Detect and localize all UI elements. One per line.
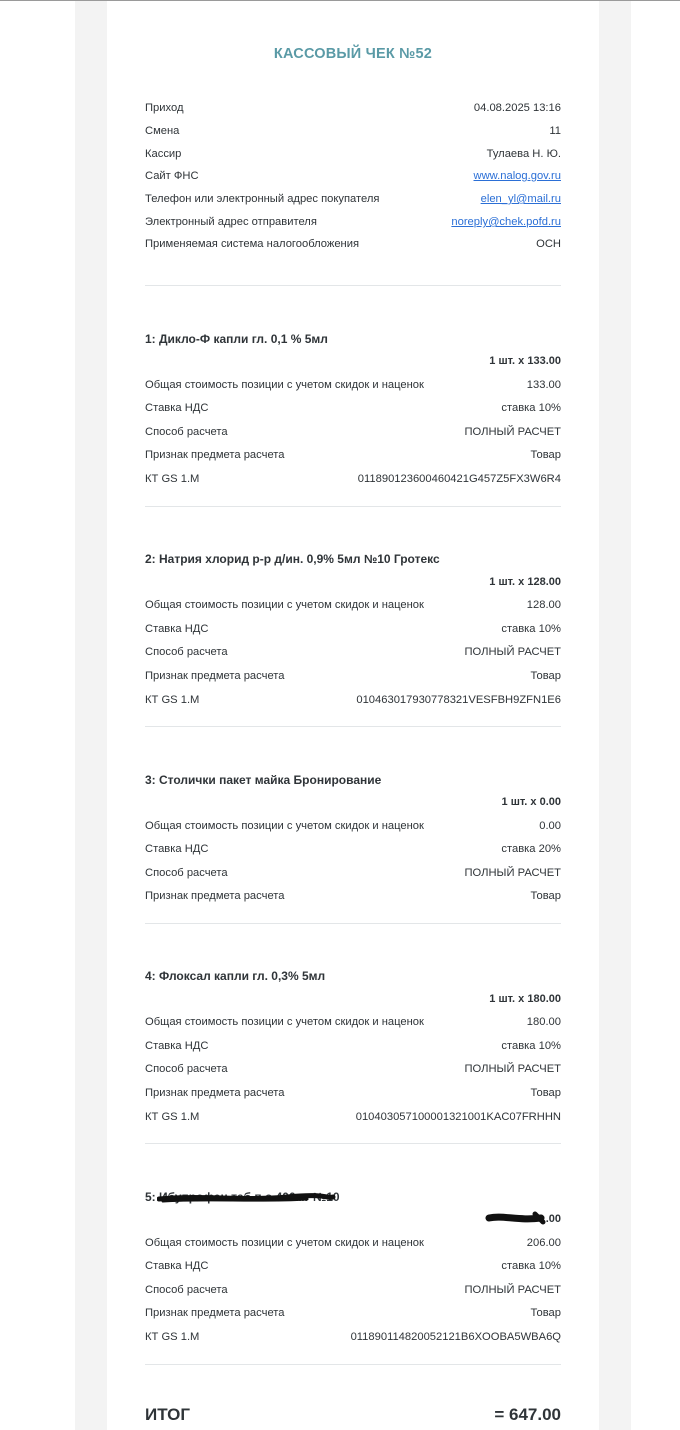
item-row-total-cost xyxy=(145,377,561,393)
field-value: ставка 10% xyxy=(501,1260,561,1272)
divider xyxy=(145,923,561,924)
field-label: Ставка НДС xyxy=(145,843,209,855)
total-value: = 647.00 xyxy=(494,1405,561,1424)
item-title: 4: Флоксал капли гл. 0,3% 5мл xyxy=(145,969,326,983)
field-value: Товар xyxy=(530,1307,561,1319)
item-title: 1: Дикло-Ф капли гл. 0,1 % 5мл xyxy=(145,332,328,346)
field-label: Признак предмета расчета xyxy=(145,1307,285,1319)
field-value: ставка 20% xyxy=(501,843,561,855)
item-row-kt xyxy=(145,471,561,487)
item-row-subject xyxy=(145,1305,561,1321)
field-label: КТ GS 1.M xyxy=(145,694,200,706)
redaction-scribble xyxy=(485,1210,547,1226)
field-value: 010463017930778321VESFBH9ZFN1E6 xyxy=(356,694,561,706)
field-value: ПОЛНЫЙ РАСЧЕТ xyxy=(464,1284,561,1296)
receipt-total xyxy=(145,1403,561,1427)
field-label: Ставка НДС xyxy=(145,1040,209,1052)
field-label: Признак предмета расчета xyxy=(145,890,285,902)
buyer-email-link[interactable]: elen_yl@mail.ru xyxy=(480,193,561,205)
item-row-payment-method xyxy=(145,865,561,881)
item-row-kt xyxy=(145,692,561,708)
item-row-total-cost xyxy=(145,597,561,613)
header-row-fns-site xyxy=(145,168,561,184)
item-quantity: 1 шт. x 0.00 xyxy=(501,796,561,808)
sender-email-link[interactable]: noreply@chek.pofd.ru xyxy=(451,216,561,228)
header-row-sender-email xyxy=(145,214,561,230)
field-value: ставка 10% xyxy=(501,623,561,635)
item-row-payment-method xyxy=(145,1282,561,1298)
field-value: 011890114820052121B6XOOBA5WBA6Q xyxy=(350,1331,561,1343)
field-label: Общая стоимость позиции с учетом скидок и наценок xyxy=(145,1237,424,1249)
header-value: 04.08.2025 13:16 xyxy=(473,102,561,114)
item-row-payment-method xyxy=(145,424,561,440)
item-row-subject xyxy=(145,1085,561,1101)
item-title: 2: Натрия хлорид р-р д/ин. 0,9% 5мл №10 Гротекс xyxy=(145,552,440,566)
divider xyxy=(145,1143,561,1144)
item-row-vat xyxy=(145,841,561,857)
header-row-buyer-contact xyxy=(145,191,561,207)
item-quantity: 1 шт. x 128.00 xyxy=(489,576,561,588)
item-row-vat xyxy=(145,1038,561,1054)
field-value: 0.00 xyxy=(539,820,561,832)
item-quantity: .00 xyxy=(545,1213,561,1225)
field-value: ставка 10% xyxy=(501,402,561,414)
field-label: Ставка НДС xyxy=(145,1260,209,1272)
field-value: 206.00 xyxy=(526,1237,561,1249)
divider xyxy=(145,1364,561,1365)
header-label: Смена xyxy=(145,125,180,137)
field-label: Общая стоимость позиции с учетом скидок и наценок xyxy=(145,599,424,611)
item-row-total-cost xyxy=(145,1235,561,1251)
item-row-payment-method xyxy=(145,644,561,660)
field-label: Способ расчета xyxy=(145,426,228,438)
field-label: Ставка НДС xyxy=(145,402,209,414)
item-quantity: 1 шт. x 133.00 xyxy=(489,355,561,367)
item-title: 3: Столички пакет майка Бронирование xyxy=(145,773,382,787)
item-row-kt xyxy=(145,1109,561,1125)
field-label: Способ расчета xyxy=(145,646,228,658)
field-value: ПОЛНЫЙ РАСЧЕТ xyxy=(464,1063,561,1075)
field-value: ставка 10% xyxy=(501,1040,561,1052)
field-label: Общая стоимость позиции с учетом скидок и наценок xyxy=(145,1016,424,1028)
field-value: Товар xyxy=(530,670,561,682)
header-row-cashier xyxy=(145,146,561,162)
field-value: 180.00 xyxy=(526,1016,561,1028)
field-value: 128.00 xyxy=(526,599,561,611)
field-label: КТ GS 1.M xyxy=(145,1111,200,1123)
header-label: Приход xyxy=(145,102,184,114)
field-value: Товар xyxy=(530,449,561,461)
header-value: ОСН xyxy=(536,238,561,250)
item-row-subject xyxy=(145,888,561,904)
field-value: ПОЛНЫЙ РАСЧЕТ xyxy=(464,426,561,438)
item-row-vat xyxy=(145,400,561,416)
header-label: Кассир xyxy=(145,148,182,160)
item-quantity: 1 шт. x 180.00 xyxy=(489,993,561,1005)
field-label: КТ GS 1.M xyxy=(145,473,200,485)
field-label: Способ расчета xyxy=(145,867,228,879)
receipt-title: КАССОВЫЙ ЧЕК №52 xyxy=(273,46,433,62)
field-label: Общая стоимость позиции с учетом скидок и наценок xyxy=(145,820,424,832)
redaction-scribble xyxy=(157,1191,337,1205)
field-label: Общая стоимость позиции с учетом скидок и наценок xyxy=(145,379,424,391)
field-value: Товар xyxy=(530,890,561,902)
fns-site-link[interactable]: www.nalog.gov.ru xyxy=(473,170,561,182)
divider xyxy=(145,285,561,286)
divider xyxy=(145,726,561,727)
header-label: Телефон или электронный адрес покупателя xyxy=(145,193,380,205)
header-label: Сайт ФНС xyxy=(145,170,199,182)
field-value: 011890123600460421G457Z5FX3W6R4 xyxy=(357,473,561,485)
item-row-vat xyxy=(145,621,561,637)
receipt-card xyxy=(107,1,599,1430)
header-row-tax-system xyxy=(145,236,561,252)
item-row-payment-method xyxy=(145,1061,561,1077)
field-value: 133.00 xyxy=(526,379,561,391)
header-label: Электронный адрес отправителя xyxy=(145,216,317,228)
field-label: КТ GS 1.M xyxy=(145,1331,200,1343)
item-row-subject xyxy=(145,668,561,684)
field-value: ПОЛНЫЙ РАСЧЕТ xyxy=(464,867,561,879)
item-row-vat xyxy=(145,1258,561,1274)
field-label: Способ расчета xyxy=(145,1284,228,1296)
item-row-total-cost xyxy=(145,1014,561,1030)
item-title: 5: Ибупрофен таб п.о 400мг №10 xyxy=(145,1190,340,1204)
field-label: Ставка НДС xyxy=(145,623,209,635)
header-value: Тулаева Н. Ю. xyxy=(486,148,561,160)
field-label: Признак предмета расчета xyxy=(145,670,285,682)
field-label: Признак предмета расчета xyxy=(145,1087,285,1099)
header-row-prikhod xyxy=(145,100,561,116)
field-label: Способ расчета xyxy=(145,1063,228,1075)
item-row-subject xyxy=(145,447,561,463)
field-value: ПОЛНЫЙ РАСЧЕТ xyxy=(464,646,561,658)
total-label: ИТОГ xyxy=(145,1405,191,1424)
field-label: Признак предмета расчета xyxy=(145,449,285,461)
item-row-total-cost xyxy=(145,818,561,834)
item-row-kt xyxy=(145,1329,561,1345)
field-value: 010403057100001321001KAC07FRHHN xyxy=(355,1111,561,1123)
header-row-shift xyxy=(145,123,561,139)
divider xyxy=(145,506,561,507)
header-label: Применяемая система налогообложения xyxy=(145,238,360,250)
field-value: Товар xyxy=(530,1087,561,1099)
header-value: 11 xyxy=(549,125,561,137)
